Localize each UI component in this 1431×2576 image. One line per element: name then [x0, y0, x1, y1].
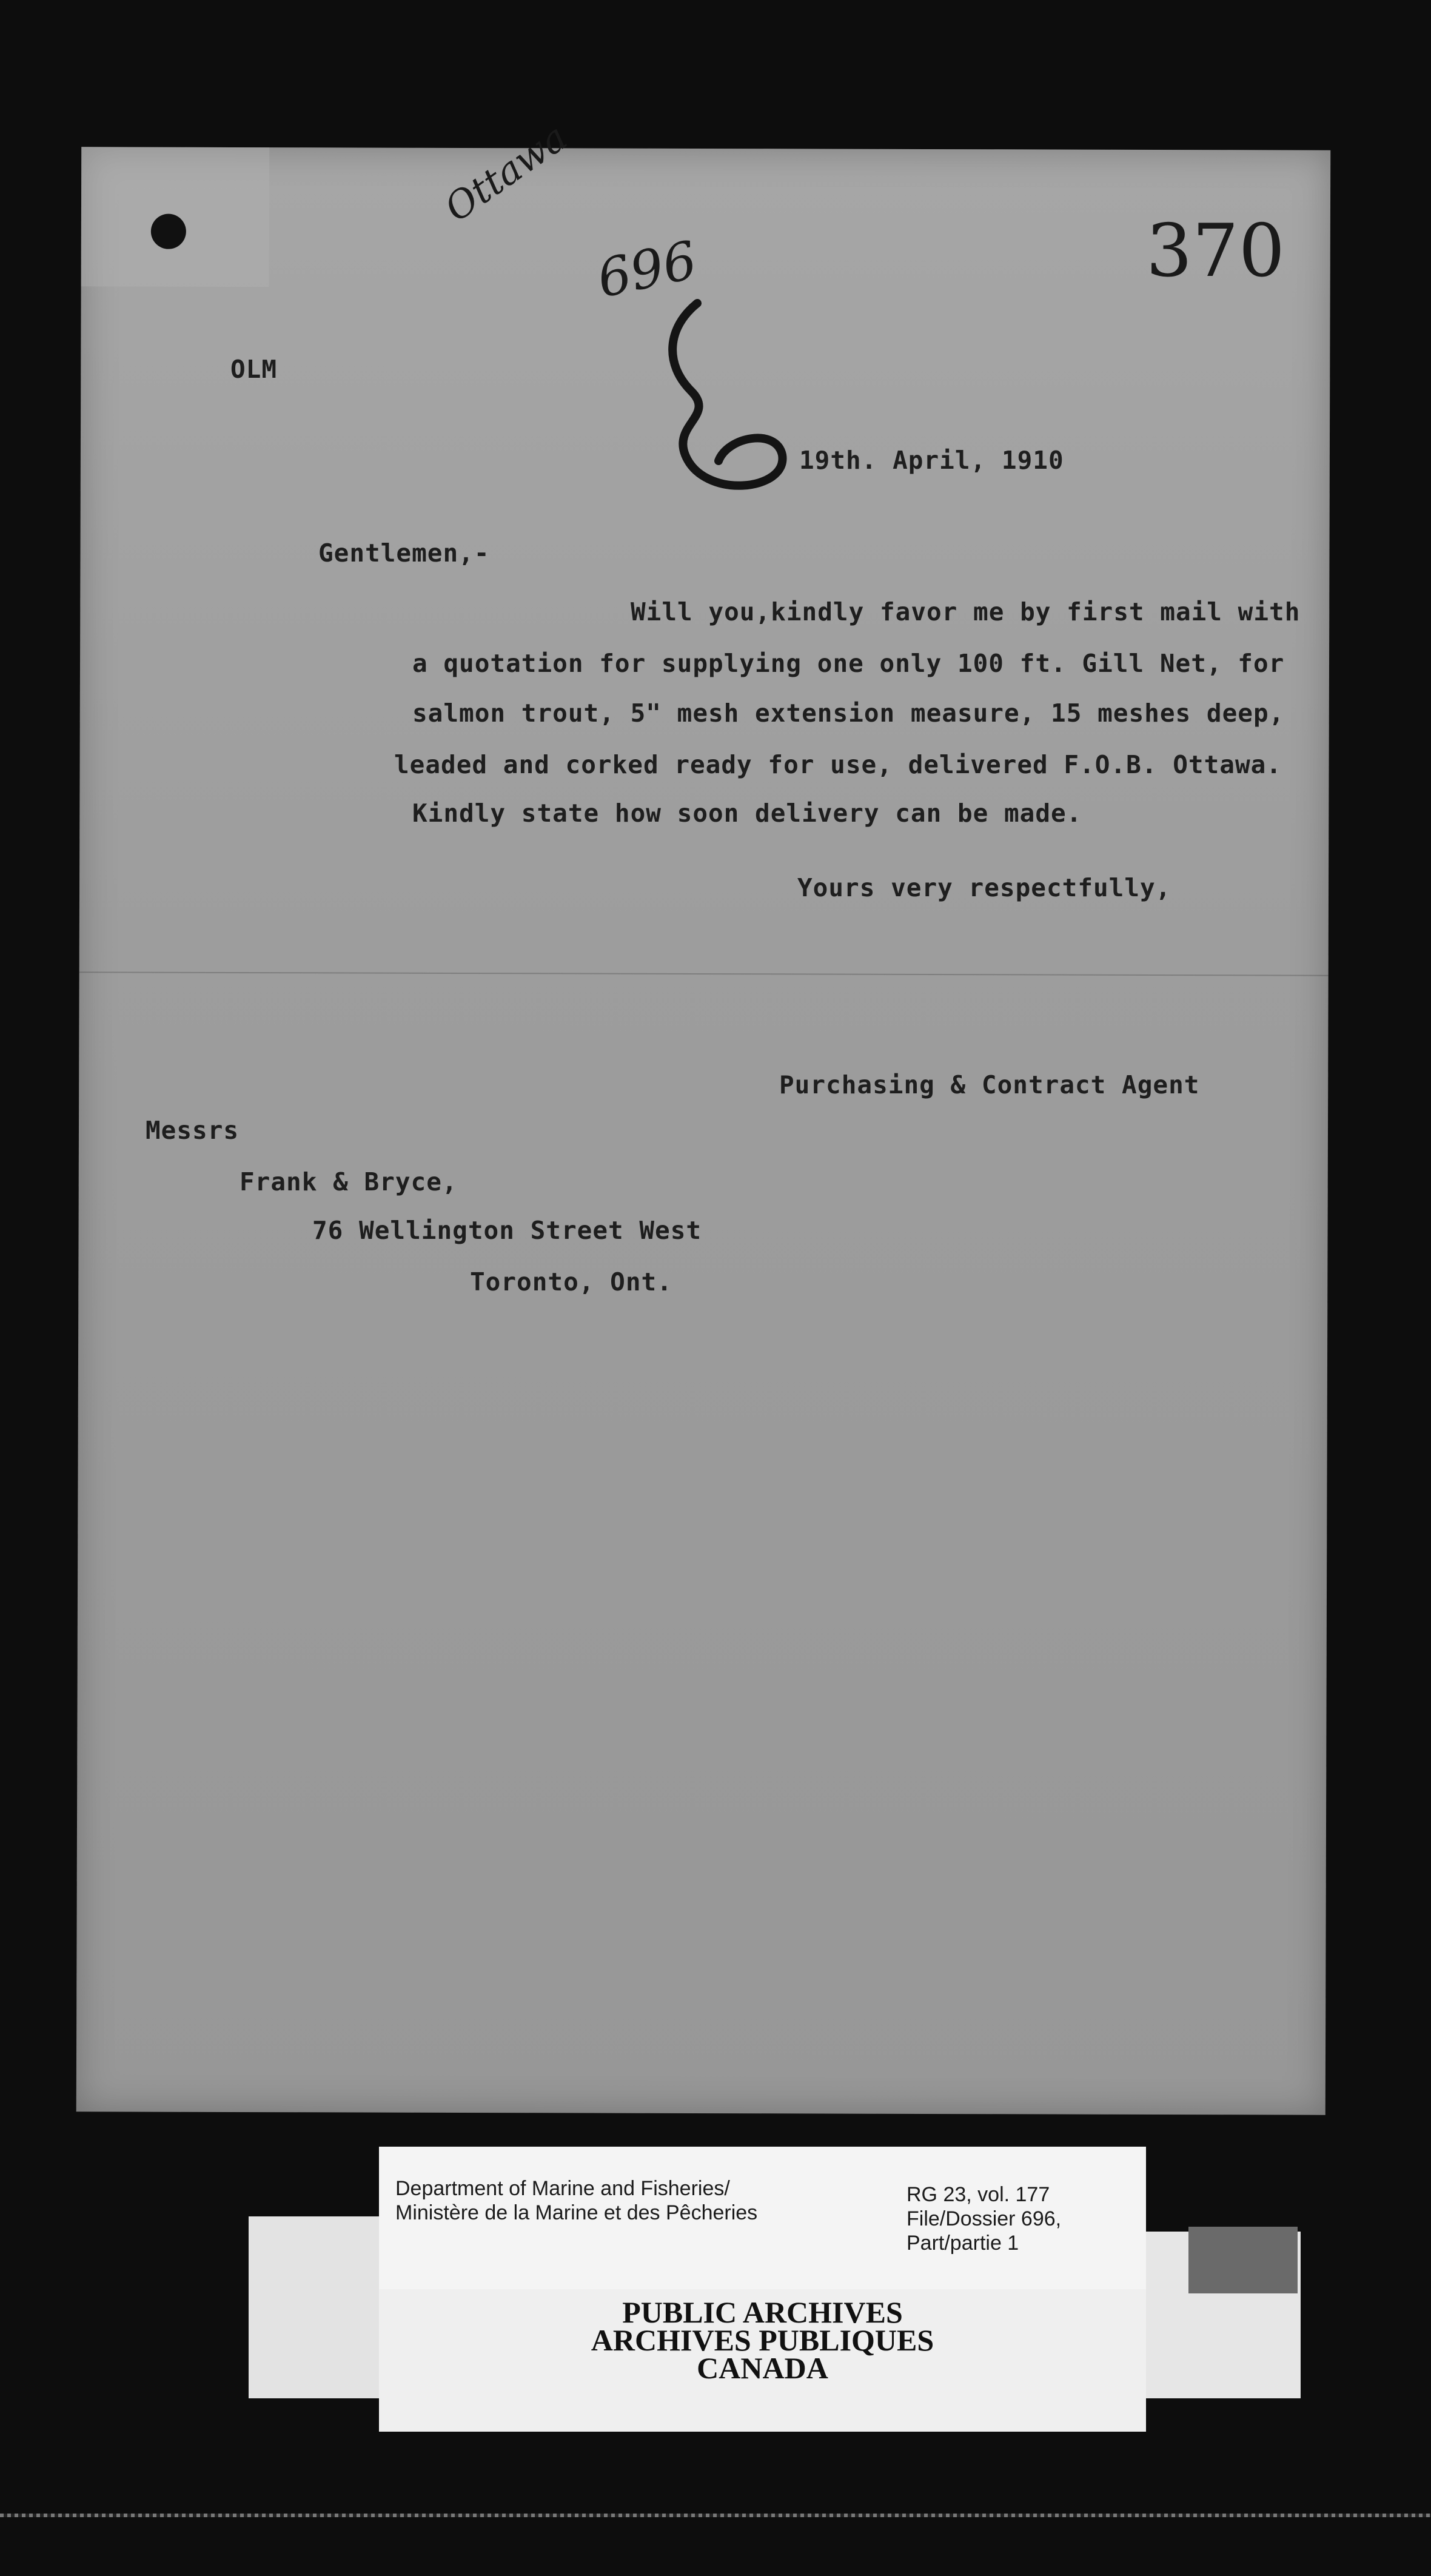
body-line-4: leaded and corked ready for use, delivered F.O.B. Ottawa.	[394, 750, 1282, 779]
film-edge	[0, 2514, 1431, 2517]
handwritten-folio-number: 370	[1146, 209, 1285, 293]
label-department-fr: Ministère de la Marine et des Pêcheries	[395, 2201, 758, 2224]
label-tab-shadow	[1188, 2227, 1298, 2293]
stamp-line-country: CANADA	[697, 2351, 828, 2385]
addressee-city: Toronto, Ont.	[470, 1267, 672, 1296]
letter-date: 19th. April, 1910	[799, 446, 1064, 475]
stamp-line-en: PUBLIC ARCHIVES	[622, 2295, 903, 2329]
signature-title: Purchasing & Contract Agent	[779, 1070, 1200, 1099]
body-line-3: salmon trout, 5" mesh extension measure, 15 meshes deep,	[412, 699, 1285, 728]
initials: OLM	[230, 355, 278, 384]
label-reference-part: Part/partie 1	[907, 2232, 1019, 2255]
closing: Yours very respectfully,	[797, 873, 1171, 902]
addressee-salutation: Messrs	[146, 1116, 240, 1145]
body-line-1: Will you,kindly favor me by first mail with	[631, 597, 1301, 626]
archives-stamp	[379, 2295, 1146, 2385]
label-department: Department of Marine and Fisheries/	[395, 2177, 730, 2200]
punch-hole	[151, 214, 186, 249]
fold-line	[79, 971, 1329, 976]
handwritten-file-number: 696	[592, 230, 702, 310]
label-reference-volume: RG 23, vol. 177	[907, 2183, 1050, 2206]
handwritten-mark-6	[661, 291, 800, 515]
addressee-street: 76 Wellington Street West	[312, 1216, 702, 1245]
body-line-5: Kindly state how soon delivery can be made.	[412, 799, 1082, 828]
salutation: Gentlemen,-	[318, 538, 490, 568]
handwritten-place: Ottawa	[437, 115, 575, 230]
label-reference-file: File/Dossier 696,	[907, 2207, 1062, 2230]
stamp-line-fr: ARCHIVES PUBLIQUES	[591, 2323, 934, 2357]
body-line-2: a quotation for supplying one only 100 ft. Gill Net, for	[412, 649, 1285, 678]
addressee-name: Frank & Bryce,	[240, 1167, 458, 1196]
label-tab-left	[249, 2216, 388, 2398]
